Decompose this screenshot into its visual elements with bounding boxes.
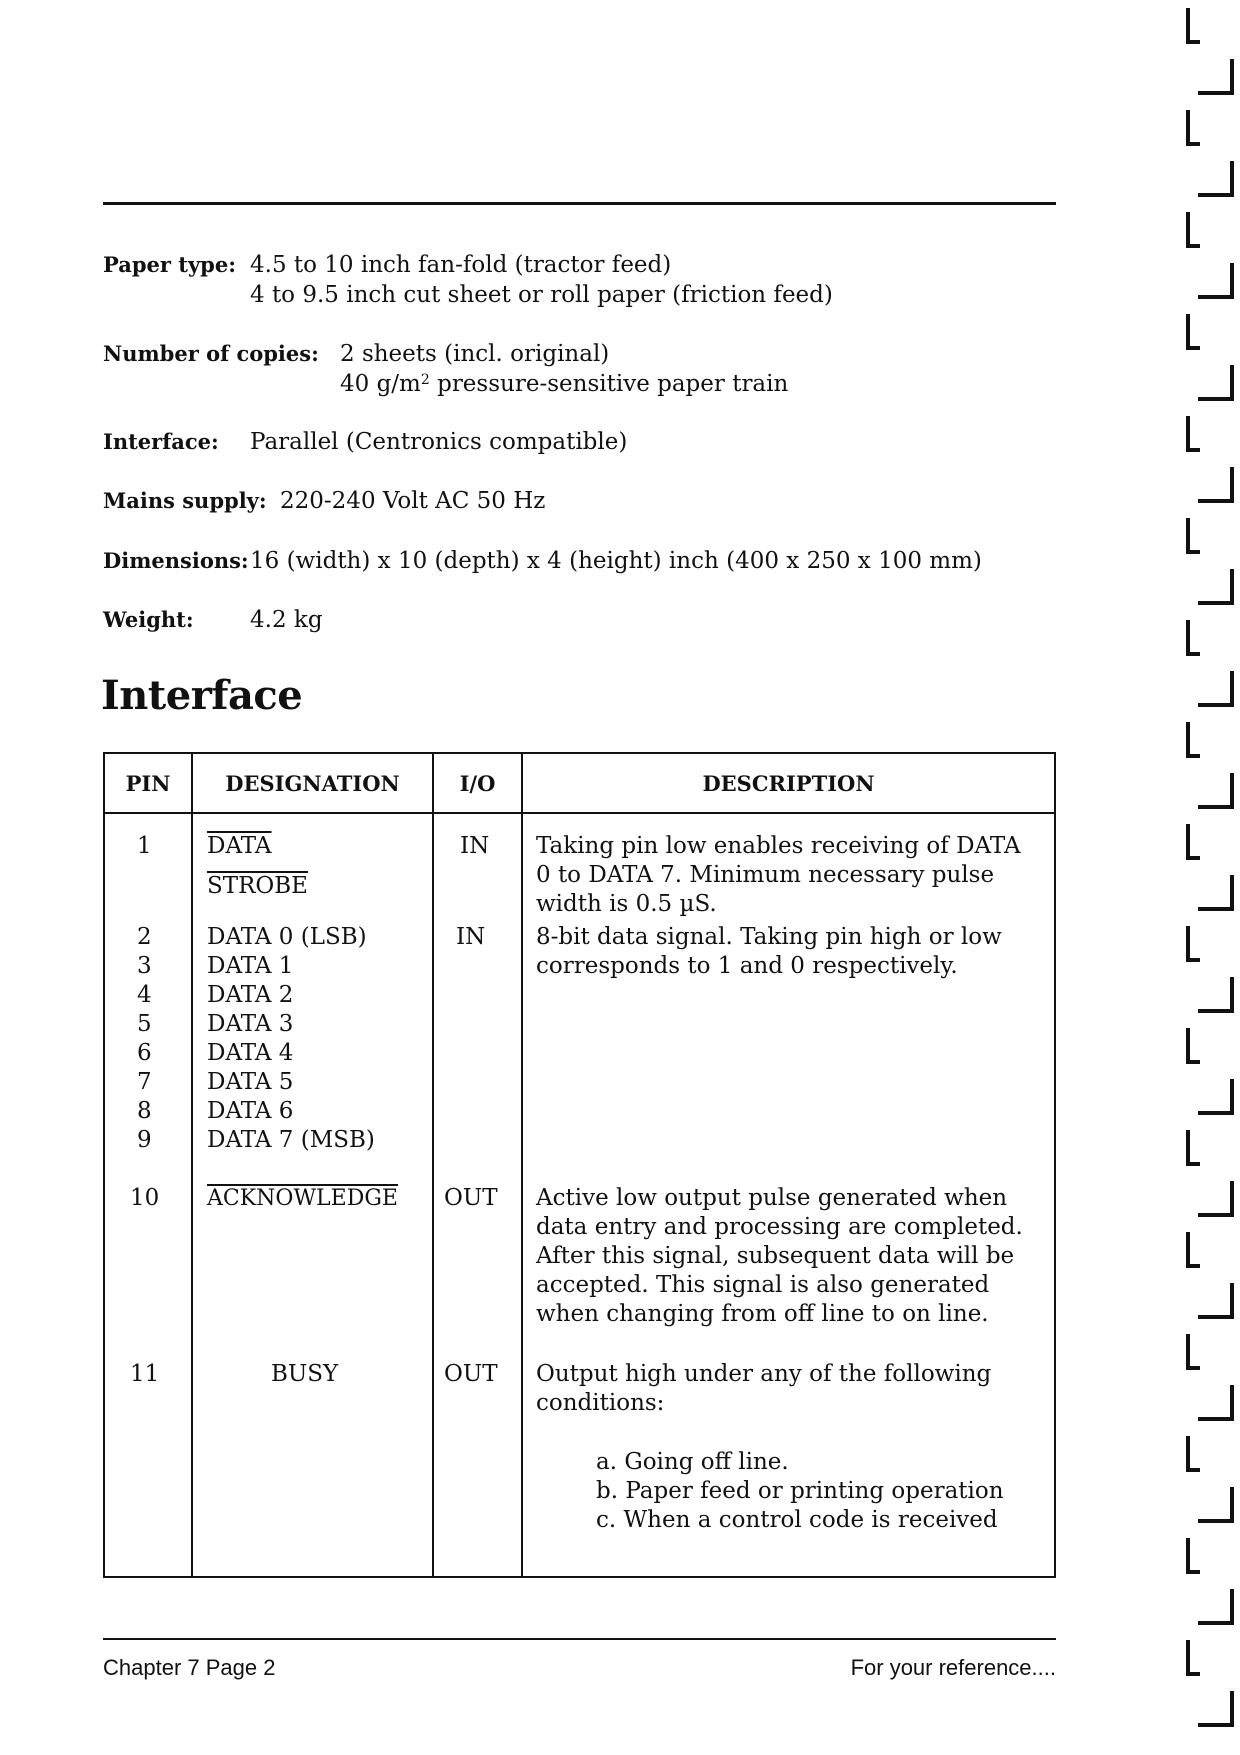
binding-mark (1200, 673, 1232, 705)
pin-number: 10 (130, 1185, 160, 1211)
description-line: conditions: (536, 1390, 665, 1416)
spec-value: 2 sheets (incl. original) (340, 341, 610, 367)
binding-mark (1200, 1489, 1232, 1521)
binding-mark (1188, 622, 1198, 654)
binding-mark (1188, 1234, 1198, 1266)
binding-mark (1188, 826, 1198, 858)
designation: DATA 1 (207, 953, 294, 979)
binding-mark (1200, 979, 1232, 1011)
designation: DATA 6 (207, 1098, 294, 1124)
binding-mark (1188, 1030, 1198, 1062)
designation: DATA 0 (LSB) (207, 924, 367, 950)
pin-number: 3 (137, 953, 152, 979)
binding-mark (1188, 928, 1198, 960)
designation: DATA 4 (207, 1040, 294, 1066)
binding-mark (1200, 1387, 1232, 1419)
header-io: I/O (433, 753, 522, 813)
binding-mark (1188, 112, 1198, 144)
designation-column (192, 813, 433, 1577)
bottom-rule (103, 1638, 1056, 1640)
spec-value: Parallel (Centronics compatible) (250, 429, 628, 455)
pin-number: 7 (137, 1069, 152, 1095)
condition-item: a. Going off line. (596, 1449, 789, 1475)
pin-number: 8 (137, 1098, 152, 1124)
description-line: After this signal, subsequent data will be (536, 1243, 1015, 1269)
designation: DATA 3 (207, 1011, 294, 1037)
description-line: 8-bit data signal. Taking pin high or low (536, 924, 1002, 950)
io-value: OUT (444, 1185, 498, 1211)
table-header-row (104, 753, 1055, 813)
binding-mark (1188, 10, 1198, 42)
designation: DATA 2 (207, 982, 294, 1008)
binding-mark (1200, 1693, 1232, 1725)
pin-number: 5 (137, 1011, 152, 1037)
spec-label: Number of copies: (103, 341, 319, 366)
binding-mark (1200, 877, 1232, 909)
io-value: IN (456, 924, 486, 950)
binding-mark (1188, 1540, 1198, 1572)
binding-mark (1188, 1438, 1198, 1470)
description-line: Active low output pulse generated when (536, 1185, 1008, 1211)
designation: BUSY (271, 1361, 339, 1387)
pin-number: 4 (137, 982, 152, 1008)
description-column (522, 813, 1055, 1577)
section-title: Interface (101, 672, 303, 719)
binding-mark (1200, 1591, 1232, 1623)
footer-page-number: Chapter 7 Page 2 (103, 1655, 276, 1680)
binding-mark (1200, 1081, 1232, 1113)
pin-column (104, 813, 192, 1577)
binding-mark (1200, 1183, 1232, 1215)
description-line: corresponds to 1 and 0 respectively. (536, 953, 958, 979)
description-line: 0 to DATA 7. Minimum necessary pulse (536, 862, 995, 888)
top-rule (103, 202, 1056, 205)
pin-number: 2 (137, 924, 152, 950)
binding-mark (1200, 571, 1232, 603)
spec-label: Mains supply: (103, 488, 267, 513)
spec-label: Weight: (103, 607, 194, 632)
binding-mark (1188, 1642, 1198, 1674)
pin-number: 1 (137, 833, 152, 859)
binding-mark (1200, 265, 1232, 297)
spec-label: Interface: (103, 429, 219, 454)
binding-mark (1200, 163, 1232, 195)
spec-label: Dimensions: (103, 548, 249, 573)
binding-mark (1200, 469, 1232, 501)
spec-value: 4.5 to 10 inch fan-fold (tractor feed) (250, 252, 672, 278)
binding-mark (1188, 724, 1198, 756)
binding-mark (1188, 418, 1198, 450)
footer-note: For your reference.... (850, 1655, 1056, 1680)
condition-item: b. Paper feed or printing operation (596, 1478, 1004, 1504)
binding-mark (1200, 61, 1232, 93)
pin-number: 9 (137, 1127, 152, 1153)
spec-value: 4.2 kg (250, 607, 323, 633)
description-line: when changing from off line to on line. (536, 1301, 989, 1327)
binding-mark (1188, 520, 1198, 552)
table-body-row (104, 813, 1055, 1577)
description-line: Output high under any of the following (536, 1361, 992, 1387)
description-line: Taking pin low enables receiving of DATA (536, 833, 1021, 859)
io-value: IN (460, 833, 490, 859)
description-line: data entry and processing are completed. (536, 1214, 1023, 1240)
binding-mark (1188, 1132, 1198, 1164)
interface-table (103, 752, 1056, 1578)
binding-mark (1200, 367, 1232, 399)
io-value: OUT (444, 1361, 498, 1387)
spec-value: 16 (width) x 10 (depth) x 4 (height) inch (400 x 250 x 100 mm) (250, 548, 982, 574)
description-line: width is 0.5 µS. (536, 891, 717, 917)
binding-mark (1188, 1336, 1198, 1368)
superscript-2: 2 (420, 372, 430, 388)
designation: DATA 5 (207, 1069, 294, 1095)
spiral-binding-edge (1180, 0, 1240, 1755)
designation-strobe-overlined: STROBE (207, 873, 308, 899)
header-designation: DESIGNATION (192, 753, 433, 813)
description-line: accepted. This signal is also generated (536, 1272, 990, 1298)
binding-mark (1188, 214, 1198, 246)
spec-label: Paper type: (103, 252, 236, 277)
condition-item: c. When a control code is received (596, 1507, 998, 1533)
binding-mark (1188, 316, 1198, 348)
pin-number: 6 (137, 1040, 152, 1066)
binding-mark (1200, 775, 1232, 807)
header-description: DESCRIPTION (522, 753, 1055, 813)
spec-value: 220-240 Volt AC 50 Hz (280, 488, 546, 514)
spec-value: 4 to 9.5 inch cut sheet or roll paper (friction feed) (250, 282, 833, 308)
io-column (433, 813, 522, 1577)
pin-number: 11 (130, 1361, 160, 1387)
designation-acknowledge-overlined: ACKNOWLEDGE (207, 1186, 398, 1211)
designation-data-overlined: DATA (207, 833, 272, 859)
designation: DATA 7 (MSB) (207, 1127, 375, 1153)
binding-mark (1200, 1285, 1232, 1317)
spec-value: 40 $g/m^2$ pressure-sensitive paper train (340, 371, 789, 397)
header-pin: PIN (104, 753, 192, 813)
